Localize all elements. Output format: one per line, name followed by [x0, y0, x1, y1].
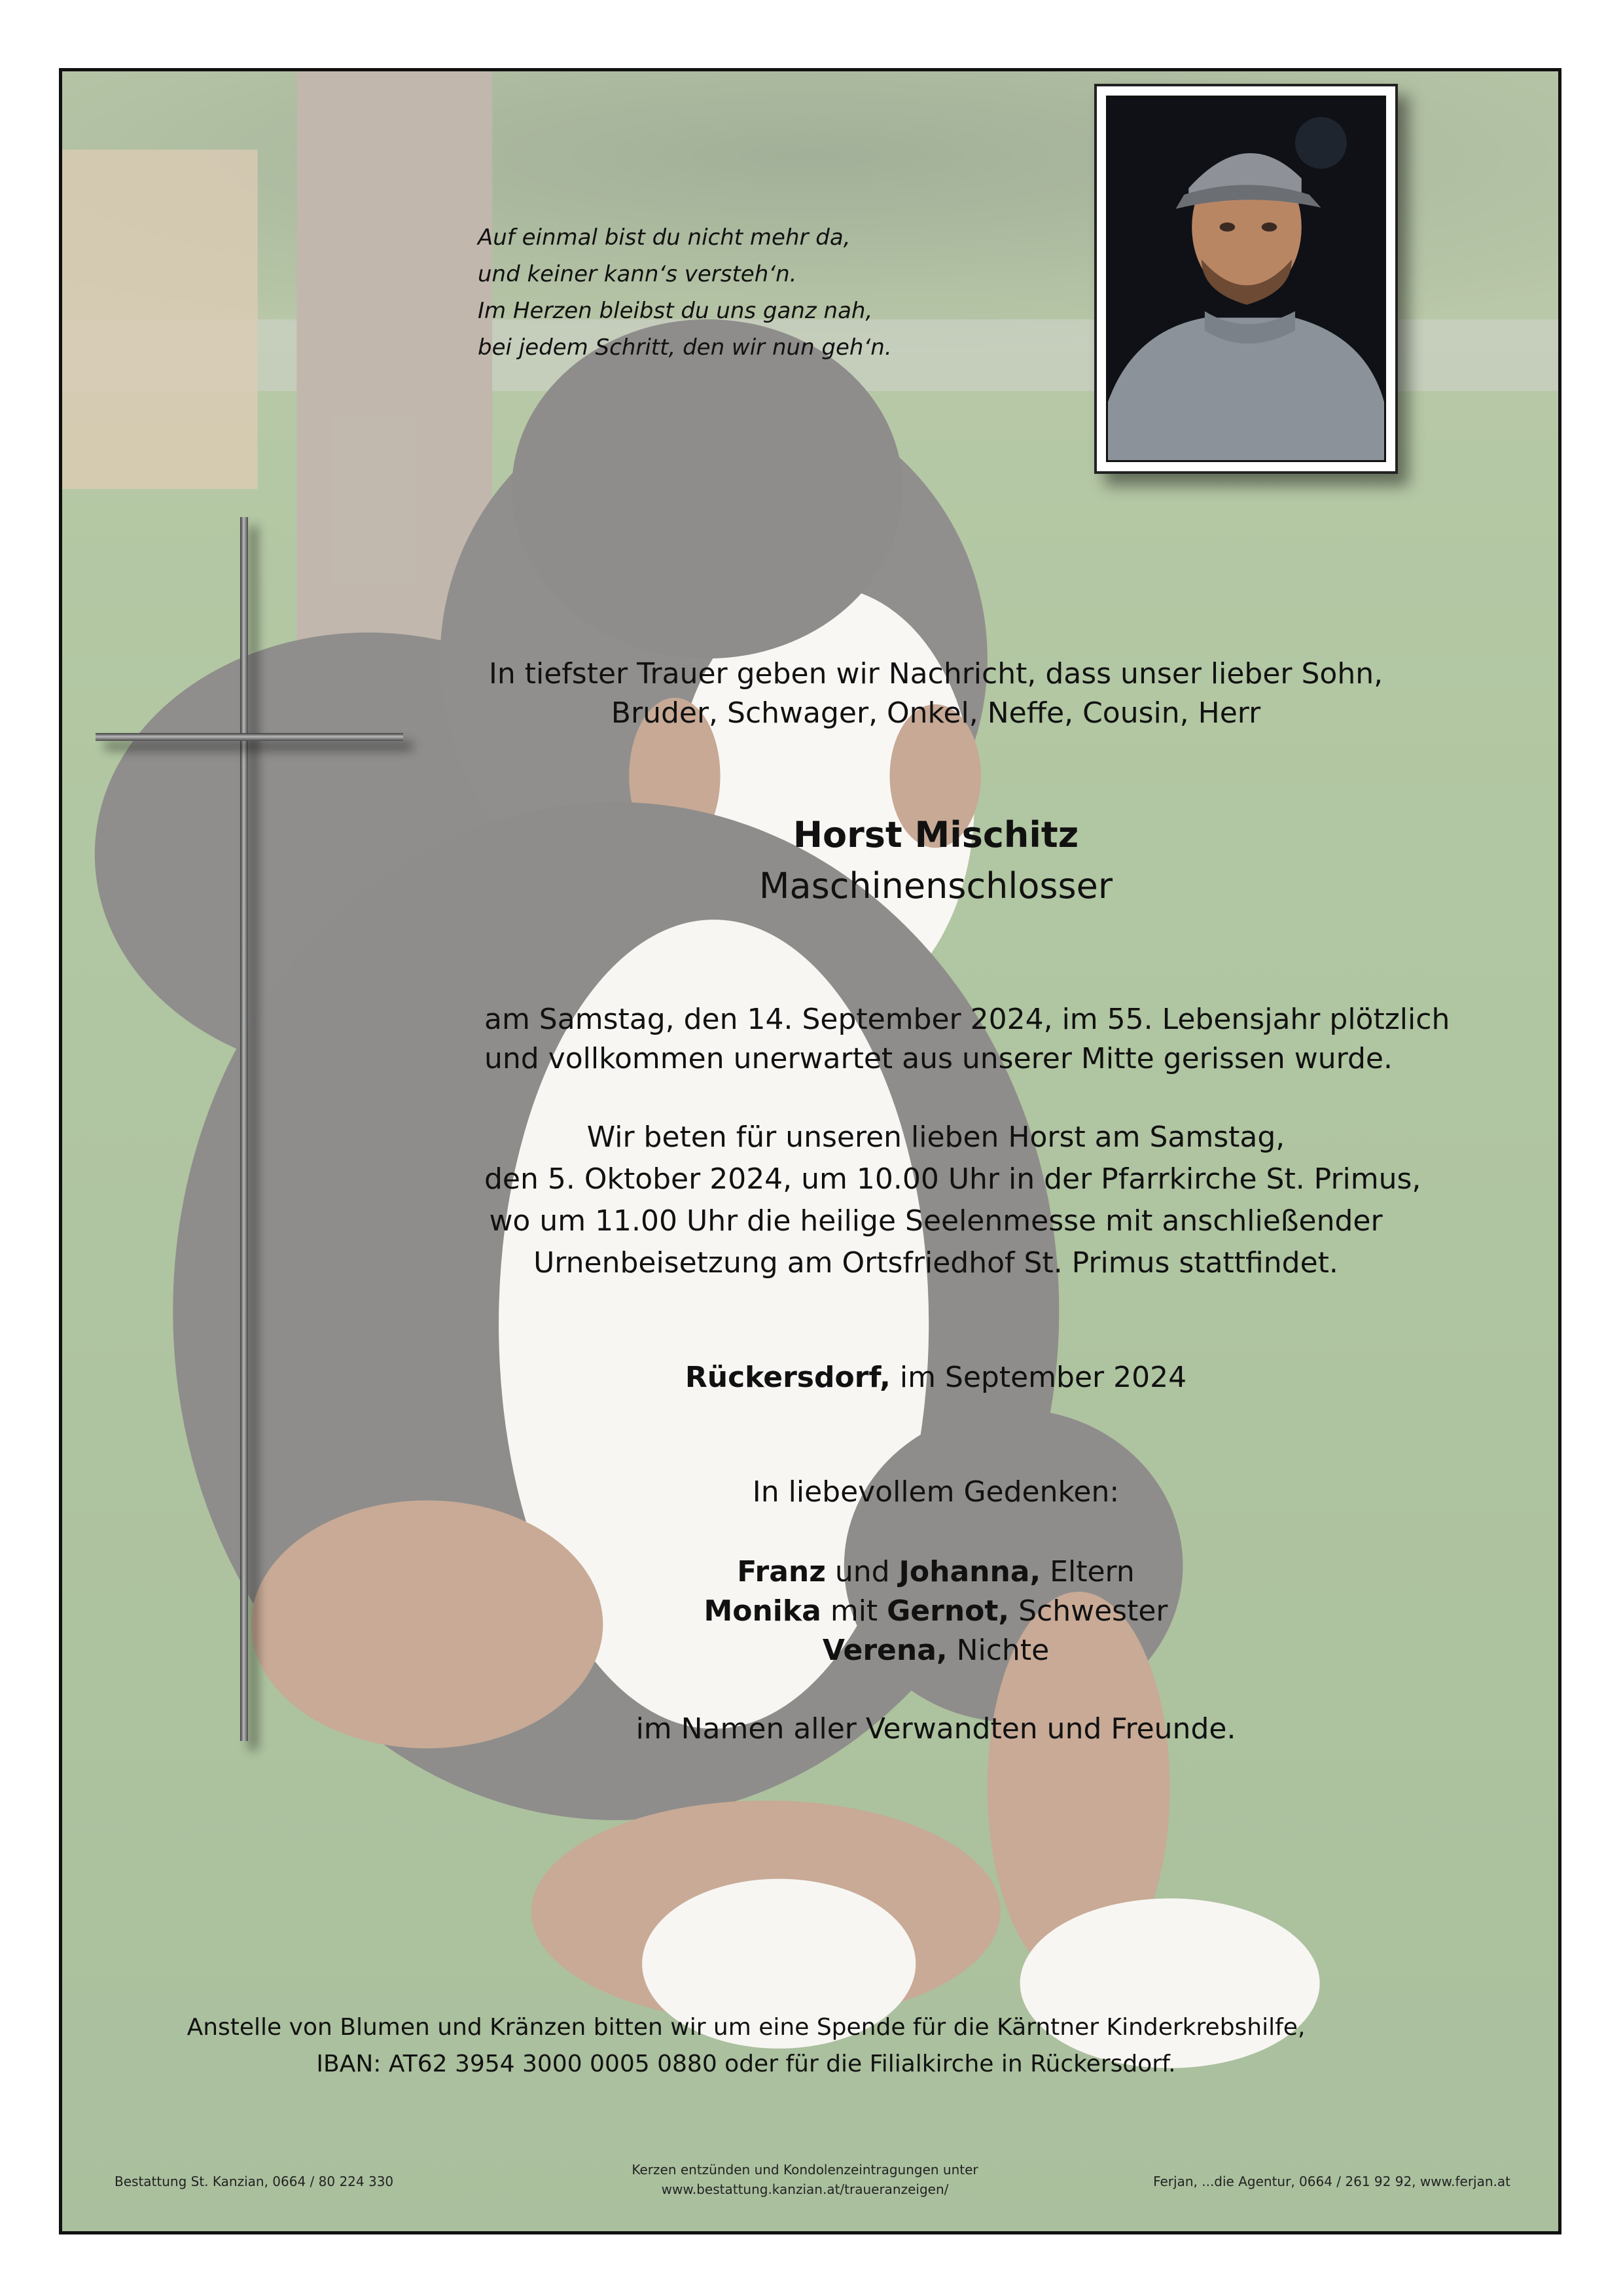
- service-details: [484, 1117, 1421, 1284]
- intro-line: In tiefster Trauer geben wir Nachricht, dass unser lieber Sohn,: [488, 657, 1383, 691]
- mourner-row: [484, 1631, 1387, 1670]
- footer-condolences: [576, 2160, 1034, 2199]
- memorial-poem: [478, 219, 975, 366]
- death-line: am Samstag, den 14. September 2024, im 55. Lebensjahr plötzlich: [484, 1003, 1450, 1036]
- death-line: und vollkommen unerwartet aus unserer Mitte gerissen wurde.: [484, 1042, 1393, 1075]
- date-text: im September 2024: [890, 1361, 1187, 1394]
- mourner-relation: Nichte: [947, 1634, 1050, 1667]
- memorial-cross-vertical: [240, 517, 248, 1741]
- donation-line: Anstelle von Blumen und Kränzen bitten wir um eine Spende für die Kärntner Kinderkrebshilfe,: [187, 2014, 1306, 2041]
- mourners-title: In liebevollem Gedenken:: [752, 1475, 1120, 1509]
- mourners-list: [484, 1552, 1387, 1670]
- poem-line: Im Herzen bleibst du uns ganz nah,: [478, 298, 873, 324]
- deceased-name: Horst Mischitz: [793, 814, 1079, 855]
- footer-funeral-home: Bestattung St. Kanzian, 0664 / 80 224 330: [115, 2174, 394, 2189]
- mourner-relation: Eltern: [1041, 1555, 1135, 1588]
- place-and-date: [484, 1358, 1387, 1397]
- memorial-cross-horizontal: [96, 733, 403, 741]
- announcement-intro: [484, 655, 1387, 733]
- mourner-name: Gernot,: [887, 1594, 1010, 1628]
- footer-condolences-text: Kerzen entzünden und Kondolenzeintragungen unter: [632, 2162, 978, 2178]
- poem-line: bei jedem Schritt, den wir nun geh‘n.: [478, 334, 892, 361]
- service-line: den 5. Oktober 2024, um 10.00 Uhr in der Pfarrkirche St. Primus,: [484, 1162, 1421, 1196]
- footer-agency: Ferjan, ...die Agentur, 0664 / 261 92 92, www.ferjan.at: [1153, 2174, 1510, 2189]
- mourner-name: Johanna,: [899, 1555, 1041, 1588]
- service-line: Wir beten für unseren lieben Horst am Samstag,: [586, 1121, 1285, 1154]
- service-line: Urnenbeisetzung am Ortsfriedhof St. Primus stattfindet.: [533, 1246, 1338, 1280]
- portrait-photo: [1106, 96, 1386, 462]
- mourner-row: [484, 1552, 1387, 1592]
- place-name: Rückersdorf,: [685, 1361, 891, 1394]
- deceased-profession: Maschinenschlosser: [758, 865, 1113, 906]
- death-notice: [484, 1000, 1450, 1079]
- portrait-frame: [1094, 84, 1398, 474]
- intro-line: Bruder, Schwager, Onkel, Neffe, Cousin, Herr: [611, 696, 1261, 730]
- closing-line: im Namen aller Verwandten und Freunde.: [635, 1712, 1236, 1746]
- poem-line: Auf einmal bist du nicht mehr da,: [478, 224, 851, 251]
- donation-request: [137, 2009, 1355, 2083]
- service-line: wo um 11.00 Uhr die heilige Seelenmesse mit anschließender: [489, 1204, 1383, 1238]
- poem-line: und keiner kann‘s versteh‘n.: [478, 261, 797, 287]
- mourner-name: Verena,: [822, 1634, 948, 1667]
- donation-line: IBAN: AT62 3954 3000 0005 0880 oder für die Filialkirche in Rückersdorf.: [316, 2051, 1176, 2077]
- mourner-row: [484, 1592, 1387, 1631]
- footer-condolences-link[interactable]: www.bestattung.kanzian.at/traueranzeigen/: [661, 2181, 949, 2197]
- mourner-name: Monika: [704, 1594, 821, 1628]
- mourner-connector: und: [825, 1555, 899, 1588]
- mourner-relation: Schwester: [1009, 1594, 1168, 1628]
- mourner-name: Franz: [737, 1555, 826, 1588]
- mourner-connector: mit: [821, 1594, 887, 1628]
